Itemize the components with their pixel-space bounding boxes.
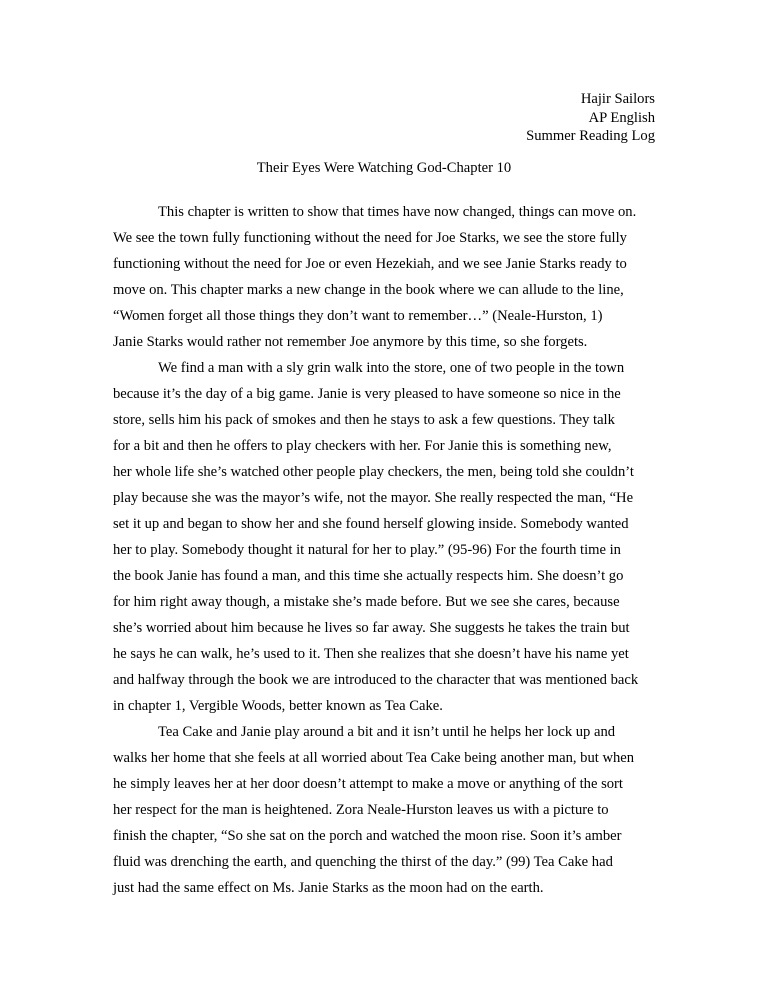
paragraph-2-line: her whole life she’s watched other people play checkers, the men, being told she couldn’t bbox=[113, 464, 634, 480]
paragraph-2-line: for a bit and then he offers to play checkers with her. For Janie this is something new, bbox=[113, 438, 612, 454]
paragraph-1-line: “Women forget all those things they don’t want to remember…” (Neale-Hurston, 1) bbox=[113, 308, 603, 324]
paragraph-2-line: she’s worried about him because he lives so far away. She suggests he takes the train but bbox=[113, 620, 630, 636]
document-title: Their Eyes Were Watching God-Chapter 10 bbox=[256, 160, 512, 176]
paragraph-2-line: play because she was the mayor’s wife, not the mayor. She really respected the man, “He bbox=[113, 490, 634, 506]
paragraph-3-line: just had the same effect on Ms. Janie Starks as the moon had on the earth. bbox=[113, 880, 544, 896]
paragraph-3-line: he simply leaves her at her door doesn’t attempt to make a move or anything of the sort bbox=[113, 776, 623, 792]
course-name: AP English bbox=[588, 109, 655, 126]
paragraph-2-line: for him right away though, a mistake she’s made before. But we see she cares, because bbox=[113, 594, 620, 610]
assignment-name: Summer Reading Log bbox=[526, 128, 655, 144]
paragraph-2-line: because it’s the day of a big game. Janie is very pleased to have someone so nice in the bbox=[113, 386, 621, 402]
paragraph-3-line: Tea Cake and Janie play around a bit and it isn’t until he helps her lock up and bbox=[158, 724, 616, 740]
paragraph-3-line: walks her home that she feels at all worried about Tea Cake being another man, but when bbox=[113, 750, 635, 766]
paragraph-2-line: the book Janie has found a man, and this time she actually respects him. She doesn’t go bbox=[113, 568, 624, 584]
paragraph-1-line: We see the town fully functioning without the need for Joe Starks, we see the store fully bbox=[113, 230, 627, 246]
paragraph-2-line: her to play. Somebody thought it natural for her to play.” (95-96) For the fourth time in bbox=[113, 542, 621, 558]
paragraph-2-line: and halfway through the book we are introduced to the character that was mentioned back bbox=[113, 672, 639, 688]
paragraph-1-line: This chapter is written to show that times have now changed, things can move on. bbox=[158, 204, 637, 220]
header-block bbox=[526, 90, 655, 146]
paragraph-3-line: fluid was drenching the earth, and quenching the thirst of the day.” (99) Tea Cake had bbox=[113, 854, 613, 870]
paragraph-1-line: Janie Starks would rather not remember Joe anymore by this time, so she forgets. bbox=[113, 334, 588, 350]
paragraph-2-line: set it up and began to show her and she found herself glowing inside. Somebody wanted bbox=[113, 516, 629, 532]
paragraph-3-line: finish the chapter, “So she sat on the porch and watched the moon rise. Soon it’s amber bbox=[113, 828, 622, 844]
paragraph-2-line: in chapter 1, Vergible Woods, better known as Tea Cake. bbox=[113, 698, 443, 714]
author-name: Hajir Sailors bbox=[580, 91, 655, 107]
paragraph-2-line: store, sells him his pack of smokes and then he stays to ask a few questions. They talk bbox=[113, 412, 615, 428]
paragraph-2-line: he says he can walk, he’s used to it. Then she realizes that she doesn’t have his name yet bbox=[113, 646, 629, 662]
paragraph-2-line: We find a man with a sly grin walk into the store, one of two people in the town bbox=[158, 360, 625, 376]
paragraph-1-line: move on. This chapter marks a new change in the book where we can allude to the line, bbox=[113, 282, 624, 298]
paragraph-1-line: functioning without the need for Joe or even Hezekiah, and we see Janie Starks ready to bbox=[113, 256, 627, 272]
paragraph-3-line: her respect for the man is heightened. Zora Neale-Hurston leaves us with a picture to bbox=[113, 802, 609, 818]
